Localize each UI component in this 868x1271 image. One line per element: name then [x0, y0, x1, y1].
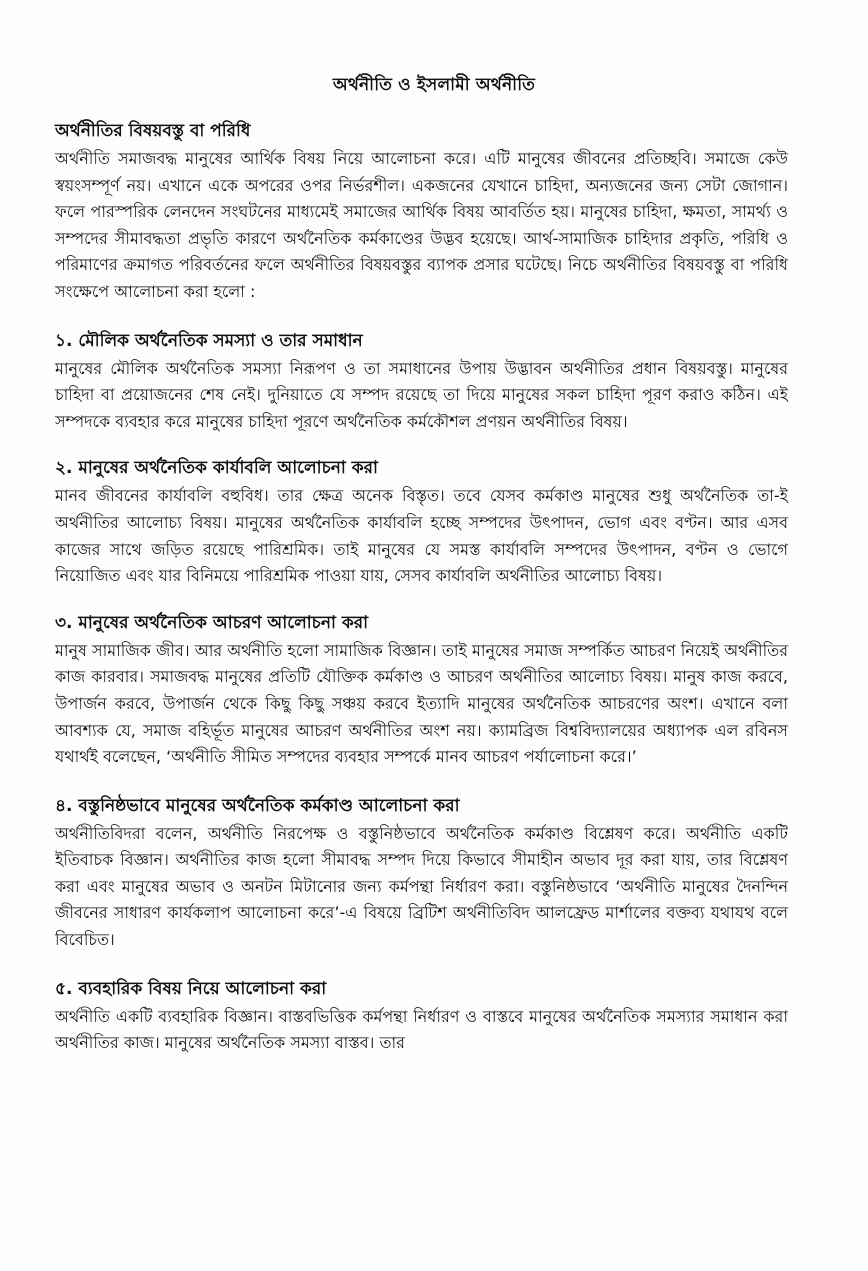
section-basic-problem	[55, 328, 788, 436]
section-heading: ৫. ব্যবহারিক বিষয় নিয়ে আলোচনা করা	[55, 978, 327, 999]
section-paragraph: অর্থনীতি সমাজবদ্ধ মানুষের আর্থিক বিষয় নিয়ে আলোচনা করে। এটি মানুষের জীবনের প্রতিচ্ছবি। সমাজে কেউ স্বয়ংসম্পূর্ণ নয়। এখানে একে অপরের ওপর নির্ভরশীল। একজনের যেখানে চাহিদা, অন্যজনের জন্য সেটা জোগান। ফলে পারস্পরিক লেনদেন সংঘটনের মাধ্যমেই সমাজের আর্থিক বিষয় আবর্তিত হয়। মানুষের চাহিদা, ক্ষমতা, সামর্থ্য ও সম্পদের সীমাবদ্ধতা প্রভৃতি কারণে অর্থনৈতিক কর্মকাণ্ডের উদ্ভব হয়েছে। আর্থ-সামাজিক চাহিদার প্রকৃতি, পরিধি ও পরিমাণের ক্রমাগত পরিবর্তনের ফলে অর্থনীতির বিষয়বস্তুর ব্যাপক প্রসার ঘটেছে। নিচে অর্থনীতির বিষয়বস্তু বা পরিধি সংক্ষেপে আলোচনা করা হলো :	[55, 149, 788, 301]
section-objective-analysis	[55, 793, 788, 954]
section-paragraph: মানুষ সামাজিক জীব। আর অর্থনীতি হলো সামাজিক বিজ্ঞান। তাই মানুষের সমাজ সম্পর্কিত আচরণ নিয়েই অর্থনীতির কাজ কারবার। সমাজবদ্ধ মানুষের প্রতিটি যৌক্তিক কর্মকাণ্ড ও আচরণ অর্থনীতির আলোচ্য বিষয়। মানুষ কাজ করবে, উপার্জন করবে, উপার্জন থেকে কিছু কিছু সঞ্চয় করবে ইত্যাদি মানুষের অর্থনৈতিক আচরণের অংশ। এখানে বলা আবশ্যক যে, সমাজ বহির্ভূত মানুষের আচরণ অর্থনীতির অংশ নয়। ক্যামব্রিজ বিশ্ববিদ্যালয়ের অধ্যাপক এল রবিনস যথার্থই বলেছেন, ‘অর্থনীতি সীমিত সম্পদের ব্যবহার সম্পর্কে মানব আচরণ পর্যালোচনা করে।’	[55, 640, 788, 767]
section-economic-activities	[55, 455, 788, 589]
section-practical-matters	[55, 976, 788, 1057]
section-heading: ৪. বস্তুনিষ্ঠভাবে মানুষের অর্থনৈতিক কর্মকাণ্ড আলোচনা করা	[55, 795, 460, 816]
section-heading: ৩. মানুষের অর্থনৈতিক আচরণ আলোচনা করা	[55, 612, 369, 633]
section-paragraph: অর্থনীতিবিদরা বলেন, অর্থনীতি নিরপেক্ষ ও বস্তুনিষ্ঠভাবে অর্থনৈতিক কর্মকাণ্ড বিশ্লেষণ করে। অর্থনীতি একটি ইতিবাচক বিজ্ঞান। অর্থনীতির কাজ হলো সীমাবদ্ধ সম্পদ দিয়ে কিভাবে সীমাহীন অভাব দূর করা যায়, তার বিশ্লেষণ করা এবং মানুষের অভাব ও অনটন মিটানোর জন্য কর্মপন্থা নির্ধারণ করা। বস্তুনিষ্ঠভাবে ‘অর্থনীতি মানুষের দৈনন্দিন জীবনের সাধারণ কার্যকলাপ আলোচনা করে’-এ বিষয়ে ব্রিটিশ অর্থনীতিবিদ আলফ্রেড মার্শালের বক্তব্য যথাযথ বলে বিবেচিত।	[55, 823, 788, 950]
page-title: অর্থনীতি ও ইসলামী অর্থনীতি	[332, 75, 536, 95]
section-heading: অর্থনীতির বিষয়বস্তু বা পরিধি	[55, 121, 251, 141]
document-content	[55, 118, 788, 1057]
section-paragraph: মানুষের মৌলিক অর্থনৈতিক সমস্যা নিরূপণ ও তা সমাধানের উপায় উদ্ভাবন অর্থনীতির প্রধান বিষয়বস্তু। মানুষের চাহিদা বা প্রয়োজনের শেষ নেই। দুনিয়াতে যে সম্পদ রয়েছে তা দিয়ে মানুষের সকল চাহিদা পূরণ করাও কঠিন। এই সম্পদকে ব্যবহার করে মানুষের চাহিদা পূরণে অর্থনৈতিক কর্মকৌশল প্রণয়ন অর্থনীতির বিষয়।	[55, 358, 788, 431]
section-heading: ১. মৌলিক অর্থনৈতিক সমস্যা ও তার সমাধান	[55, 330, 363, 351]
section-paragraph: মানব জীবনের কার্যাবলি বহুবিধ। তার ক্ষেত্র অনেক বিস্তৃত। তবে যেসব কর্মকাণ্ড মানুষের শুধু অর্থনৈতিক তা-ই অর্থনীতির আলোচ্য বিষয়। মানুষের অর্থনৈতিক কার্যাবলি হচ্ছে সম্পদের উৎপাদন, ভোগ এবং বণ্টন। আর এসব কাজের সাথে জড়িত রয়েছে পারিশ্রমিক। তাই মানুষের যে সমস্ত কার্যাবলি সম্পদের উৎপাদন, বণ্টন ও ভোগে নিয়োজিত এবং যার বিনিময়ে পারিশ্রমিক পাওয়া যায়, সেসব কার্যাবলি অর্থনীতির আলোচ্য বিষয়।	[55, 486, 788, 586]
section-intro	[55, 118, 788, 306]
section-economic-behavior	[55, 610, 788, 771]
section-heading: ২. মানুষের অর্থনৈতিক কার্যাবলি আলোচনা করা	[55, 458, 378, 479]
section-paragraph: অর্থনীতি একটি ব্যবহারিক বিজ্ঞান। বাস্তবভিত্তিক কর্মপন্থা নির্ধারণ ও বাস্তবে মানুষের অর্থনৈতিক সমস্যার সমাধান করা অর্থনীতির কাজ। মানুষের অর্থনৈতিক সমস্যা বাস্তব। তার	[55, 1006, 788, 1053]
